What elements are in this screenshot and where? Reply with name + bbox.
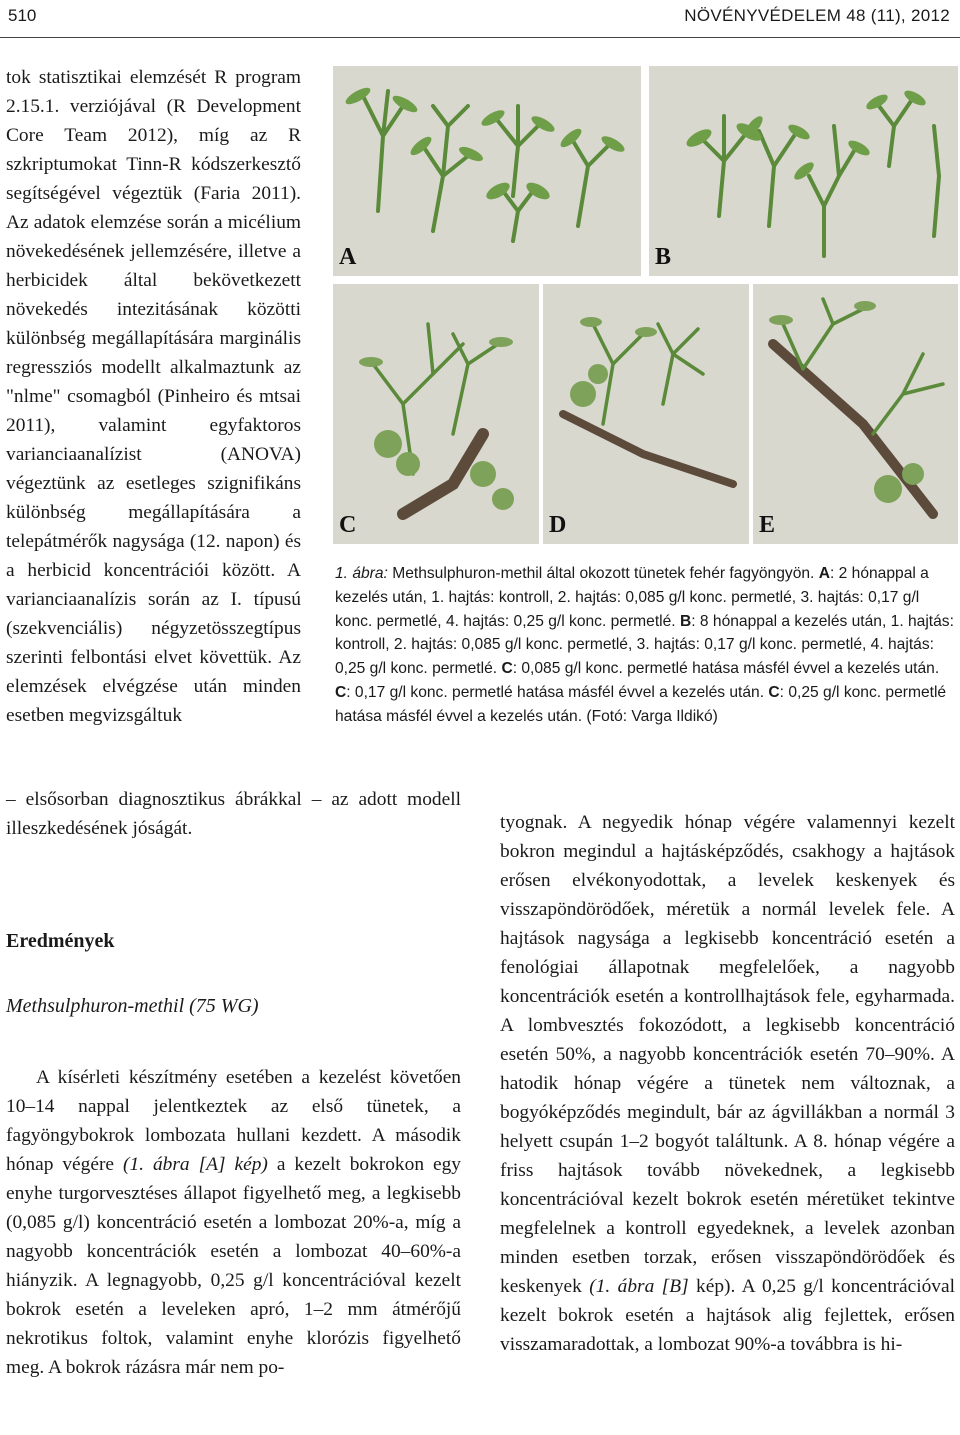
panel-label-b: B [655,244,672,270]
caption-text: : 0,25 g/l konc. permetlé hatása másfél évvel a kezelés után. (Fotó: Varga Ildikó) [335,683,947,725]
journal-title: NÖVÉNYVÉDELEM 48 (11), 2012 [684,6,950,25]
caption-panel-ref: C [768,683,780,701]
header-rule [0,37,960,38]
caption-panel-ref: A [818,565,830,582]
text-run: tyognak. A negyedik hónap végére valamennyi kezelt bokron megindul a hajtásképződés, csakhogy a hajtások erősen elvékonyodottak, a levelek keskenyek és visszapöndörödőek, méretük a normál levelek fele. A hajtások nagysága a legkisebb koncentráció esetén a fenológiai állapotnak megfelelőek, a nagyobb koncentrációk esetén a kontrollhajtások fele, egyharmada. A lombvesztés fokozódott, a legkisebb koncentráció esetén 50%, a nagyobb koncentrációk esetén 70–90%. A hatodik hónap végére a tünetek nem változnak, a bogyóképződés megindult, bár az ágvillákban a normál 3 helyett csupán 1–2 bogyót találtunk. A 8. hónap végére a friss hajtások tovább növekednek, a legkisebb koncentrációval kezelt bokrok esetén méretüket tekintve megfelelnek a kontroll egyedeknek, a levelek azonban minden esetben torzak, erősen visszapöndörödőek és keskenyek [500,812,955,1297]
figure-panel-d [543,284,749,544]
caption-lead: 1. ábra: [335,565,388,582]
mistletoe-shoots-image-a [333,66,641,276]
text-run: A kísérleti készítmény esetében a kezelést követően 10–14 nappal jelentkeztek az első tünetek, a fagyöngybokrok lombozata hullani kezdett. A második hónap végére [6,1067,461,1175]
panel-label-d: D [549,512,567,538]
caption-panel-ref: C [501,660,513,678]
right-column [500,808,955,1359]
figure-panel-c [333,284,539,544]
caption-text: Methsulphuron-methil által okozott tünetek fehér fagyöngyön. [387,565,819,582]
figure-reference: (1. ábra [A] kép) [123,1154,268,1175]
figure-panel-a [333,66,641,276]
caption-text: : 0,085 g/l konc. permetlé hatása másfél évvel a kezelés után. [512,660,940,678]
panel-label-c: C [339,512,357,538]
methods-paragraph: tok statisztikai elemzését R program 2.15.1. verziójával (R Development Core Team 2012), míg az R szkriptumokat Tinn-R kódszerkesztő segítségével végeztük (Faria 2011). Az adatok elemzése során a micélium növekedésének jellemzésére, illetve a herbicidek által bekövetkezett növekedés intezitásának közötti különbség megállapítására marginális regressziós modellt alkalmaztunk az "nlme" csomagból (Pinheiro és mtsai 2011), valamint egyfaktoros varianciaanalízist (ANOVA) végeztünk az esetleges szignifikáns különbség megállapítására a telepátmérők nagysága (12. napon) és a herbicid koncentrációi között. A varianciaanalízis során az I. típusú (szekvenciális) négyzetösszegtípus szerinti felbontási elvet követtük. Az elemzések elvégzése után minden esetben megvizsgáltuk [6,67,301,726]
figure-reference: (1. ábra [B] [589,1276,689,1297]
results-paragraph-continued [500,808,955,1359]
caption-panel-ref: C [335,683,347,701]
figure-1 [333,66,958,544]
left-column-continuation [6,785,461,843]
page-number: 510 [8,6,37,25]
methods-paragraph-end: – elsősorban diagnosztikus ábrákkal – az adott modell illeszkedésének jóságát. [6,789,461,839]
figure-caption [335,562,955,729]
figure-panel-b [649,66,958,276]
results-paragraph [6,1063,461,1382]
caption-text: : 8 hónappal a kezelés után, 1. hajtás: kontroll, 2. hajtás: 0,085 g/l konc. permetlé, 3. hajtás: 0,17 g/l konc. permetlé, 4. hajtás: 0,25 g/l konc. permetlé. [335,612,954,678]
left-column-bottom [6,1063,461,1382]
caption-text: : 2 hónappal a kezelés után, 1. hajtás: kontroll, 2. hajtás: 0,085 g/l konc. permetlé, 3. hajtás: 0,17 g/l konc. permetlé, 4. hajtás: 0,25 g/l konc. permetlé. [335,565,929,630]
panel-label-a: A [339,244,357,270]
caption-text: : 0,17 g/l konc. permetlé hatása másfél évvel a kezelés után. [346,683,769,701]
caption-panel-ref: B [679,612,692,630]
page-header [0,0,960,40]
mistletoe-branch-image-e [753,284,958,544]
mistletoe-branch-image-c [333,284,539,544]
panel-label-e: E [759,512,776,538]
text-run: kép). A 0,25 g/l koncentrációval kezelt bokrok esetén a hajtások alig fejlettek, erősen visszamaradottak, a lombozat 90%-a továbbra is hi- [500,1276,955,1355]
text-run: a kezelt bokrokon egy enyhe turgorvesztéses állapot figyelhető meg, a legkisebb (0,085 g/l) koncentráció esetén a lombozat 20%-a, míg a nagyobb koncentrációk esetén a lombozat 40–60%-a hiányzik. A legnagyobb, 0,25 g/l koncentrációval kezelt bokrok esetén a leveleken apró, 1–2 mm átmérőjű nekrotikus foltok, valamint enyhe klorózis figyelhető meg. A bokrok rázásra már nem po- [6,1154,461,1378]
section-heading-results: Eredmények [6,930,115,952]
figure-panel-e [753,284,958,544]
subsection-heading: Methsulphuron-methil (75 WG) [6,995,259,1017]
mistletoe-shoots-image-b [649,66,958,276]
left-column-top [6,63,301,730]
mistletoe-branch-image-d [543,284,749,544]
